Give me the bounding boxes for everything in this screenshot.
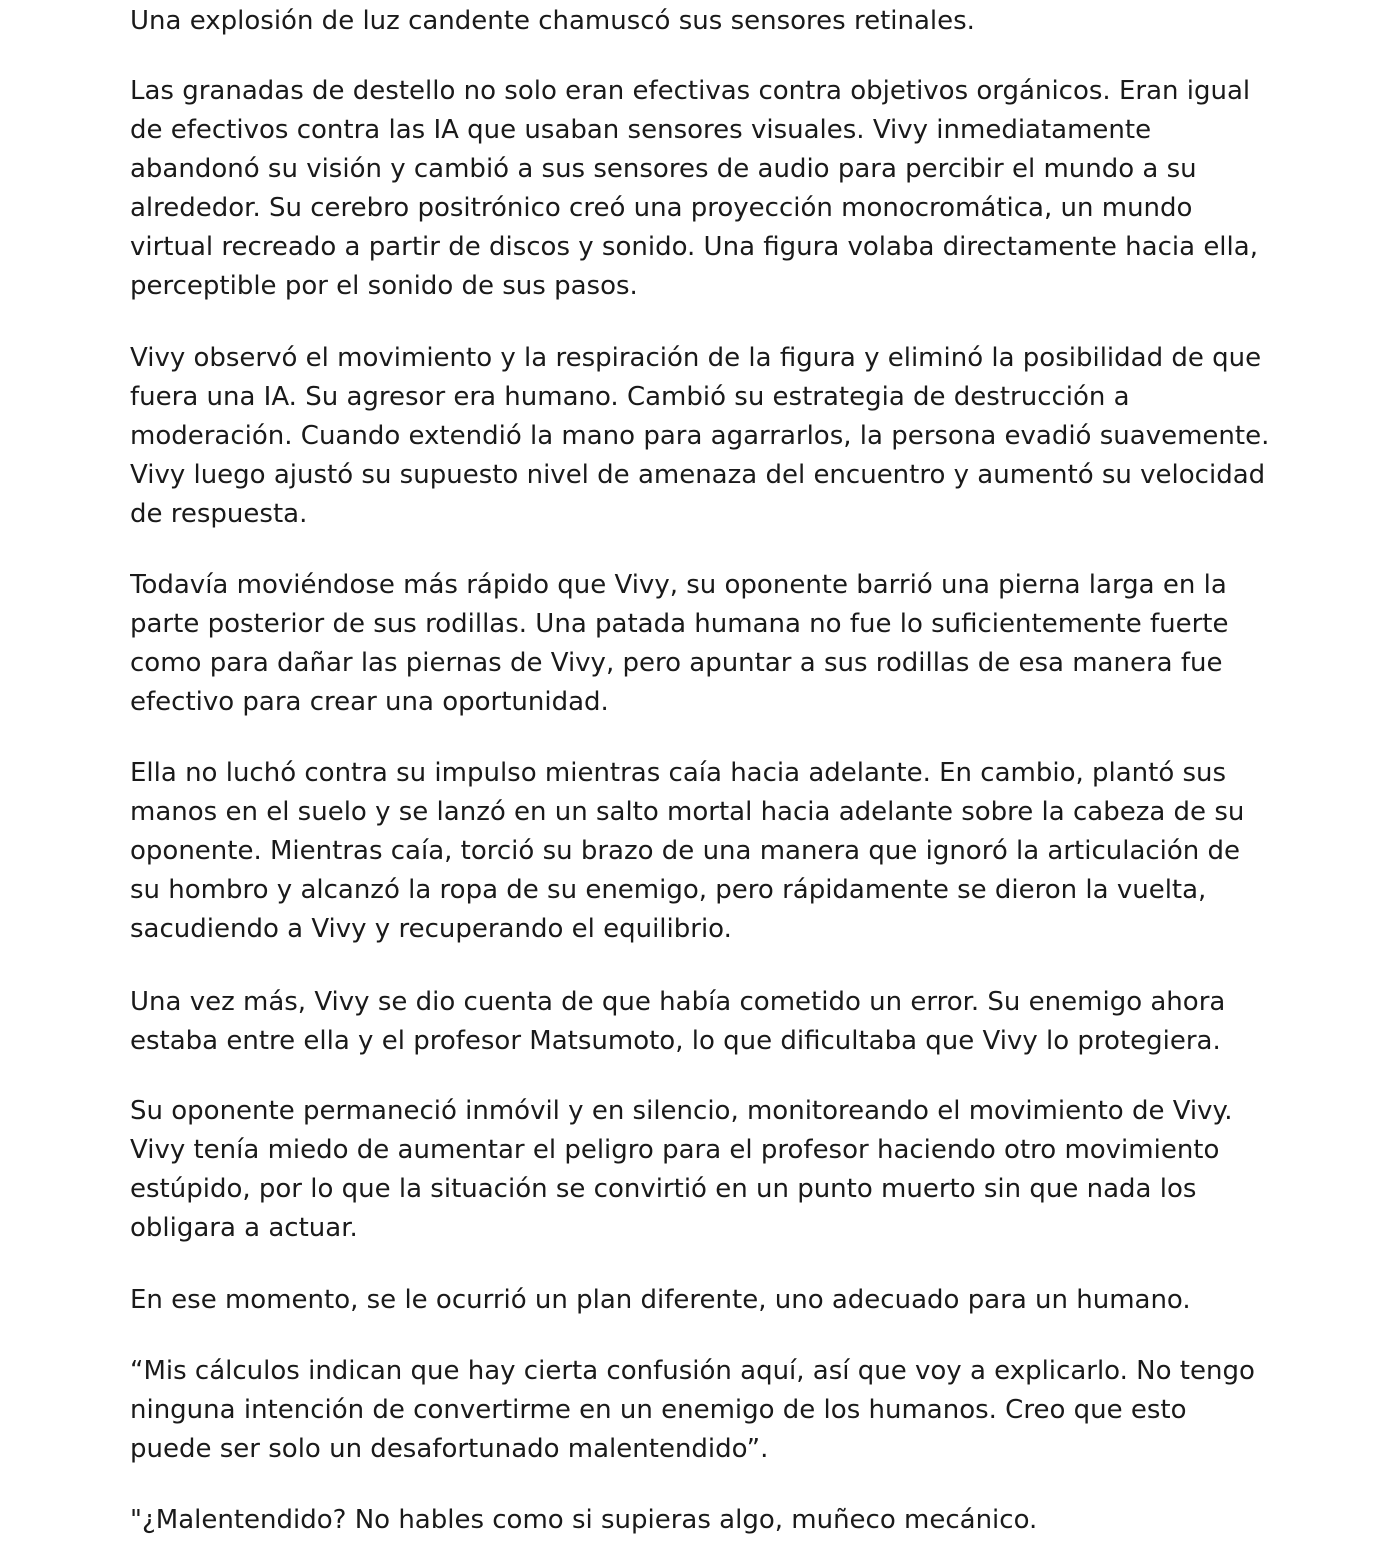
text-line: estúpido, por lo que la situación se convirtió en un punto muerto sin que nada los bbox=[130, 1174, 1197, 1204]
text-line: estaba entre ella y el profesor Matsumoto, lo que dificultaba que Vivy lo protegiera. bbox=[130, 1026, 1221, 1056]
text-line: "¿Malentendido? No hables como si supieras algo, muñeco mecánico. bbox=[130, 1505, 1038, 1535]
text-line: virtual recreado a partir de discos y sonido. Una figura volaba directamente hacia ella, bbox=[130, 232, 1258, 262]
text-line: parte posterior de sus rodillas. Una patada humana no fue lo suficientemente fuerte bbox=[130, 609, 1229, 639]
text-line: de efectivos contra las IA que usaban sensores visuales. Vivy inmediatamente bbox=[130, 115, 1152, 145]
text-line: “Mis cálculos indican que hay cierta confusión aquí, así que voy a explicarlo. No tengo bbox=[130, 1356, 1255, 1386]
text-line: perceptible por el sonido de sus pasos. bbox=[130, 271, 638, 301]
paragraph-5 bbox=[130, 754, 1244, 949]
paragraph-3 bbox=[130, 339, 1269, 534]
paragraph-6 bbox=[130, 983, 1225, 1061]
paragraph-1 bbox=[130, 2, 975, 41]
text-line: oponente. Mientras caía, torció su brazo de una manera que ignoró la articulación de bbox=[130, 836, 1241, 866]
text-line: Vivy observó el movimiento y la respiración de la figura y eliminó la posibilidad de que bbox=[130, 343, 1262, 373]
paragraph-8 bbox=[130, 1281, 1191, 1320]
paragraph-2 bbox=[130, 72, 1258, 306]
text-line: alrededor. Su cerebro positrónico creó una proyección monocromática, un mundo bbox=[130, 193, 1193, 223]
paragraph-9 bbox=[130, 1352, 1255, 1469]
text-line: Las granadas de destello no solo eran efectivas contra objetivos orgánicos. Eran igual bbox=[130, 76, 1251, 106]
document-page bbox=[130, 0, 1280, 1561]
text-line: fuera una IA. Su agresor era humano. Cambió su estrategia de destrucción a bbox=[130, 382, 1130, 412]
text-line: puede ser solo un desafortunado malentendido”. bbox=[130, 1434, 769, 1464]
paragraph-4 bbox=[130, 566, 1228, 722]
text-line: moderación. Cuando extendió la mano para agarrarlos, la persona evadió suavemente. bbox=[130, 421, 1270, 451]
paragraph-7 bbox=[130, 1092, 1232, 1248]
text-line: obligara a actuar. bbox=[130, 1213, 358, 1243]
text-line: Vivy tenía miedo de aumentar el peligro para el profesor haciendo otro movimiento bbox=[130, 1135, 1220, 1165]
text-line: Todavía moviéndose más rápido que Vivy, su oponente barrió una pierna larga en la bbox=[130, 570, 1227, 600]
text-line: Vivy luego ajustó su supuesto nivel de amenaza del encuentro y aumentó su velocidad bbox=[130, 460, 1266, 490]
text-line: como para dañar las piernas de Vivy, pero apuntar a sus rodillas de esa manera fue bbox=[130, 648, 1223, 678]
text-line: Su oponente permaneció inmóvil y en silencio, monitoreando el movimiento de Vivy. bbox=[130, 1096, 1233, 1126]
text-line: Una explosión de luz candente chamuscó sus sensores retinales. bbox=[130, 6, 975, 36]
text-line: Ella no luchó contra su impulso mientras caía hacia adelante. En cambio, plantó sus bbox=[130, 758, 1227, 788]
text-line: de respuesta. bbox=[130, 499, 308, 529]
text-line: sacudiendo a Vivy y recuperando el equilibrio. bbox=[130, 914, 732, 944]
text-line: abandonó su visión y cambió a sus sensores de audio para percibir el mundo a su bbox=[130, 154, 1197, 184]
text-line: efectivo para crear una oportunidad. bbox=[130, 687, 609, 717]
text-line: Una vez más, Vivy se dio cuenta de que había cometido un error. Su enemigo ahora bbox=[130, 987, 1226, 1017]
text-line: manos en el suelo y se lanzó en un salto mortal hacia adelante sobre la cabeza de su bbox=[130, 797, 1245, 827]
paragraph-10 bbox=[130, 1501, 1037, 1540]
text-line: En ese momento, se le ocurrió un plan diferente, uno adecuado para un humano. bbox=[130, 1285, 1191, 1315]
text-line: su hombro y alcanzó la ropa de su enemigo, pero rápidamente se dieron la vuelta, bbox=[130, 875, 1207, 905]
text-line: ninguna intención de convertirme en un enemigo de los humanos. Creo que esto bbox=[130, 1395, 1187, 1425]
